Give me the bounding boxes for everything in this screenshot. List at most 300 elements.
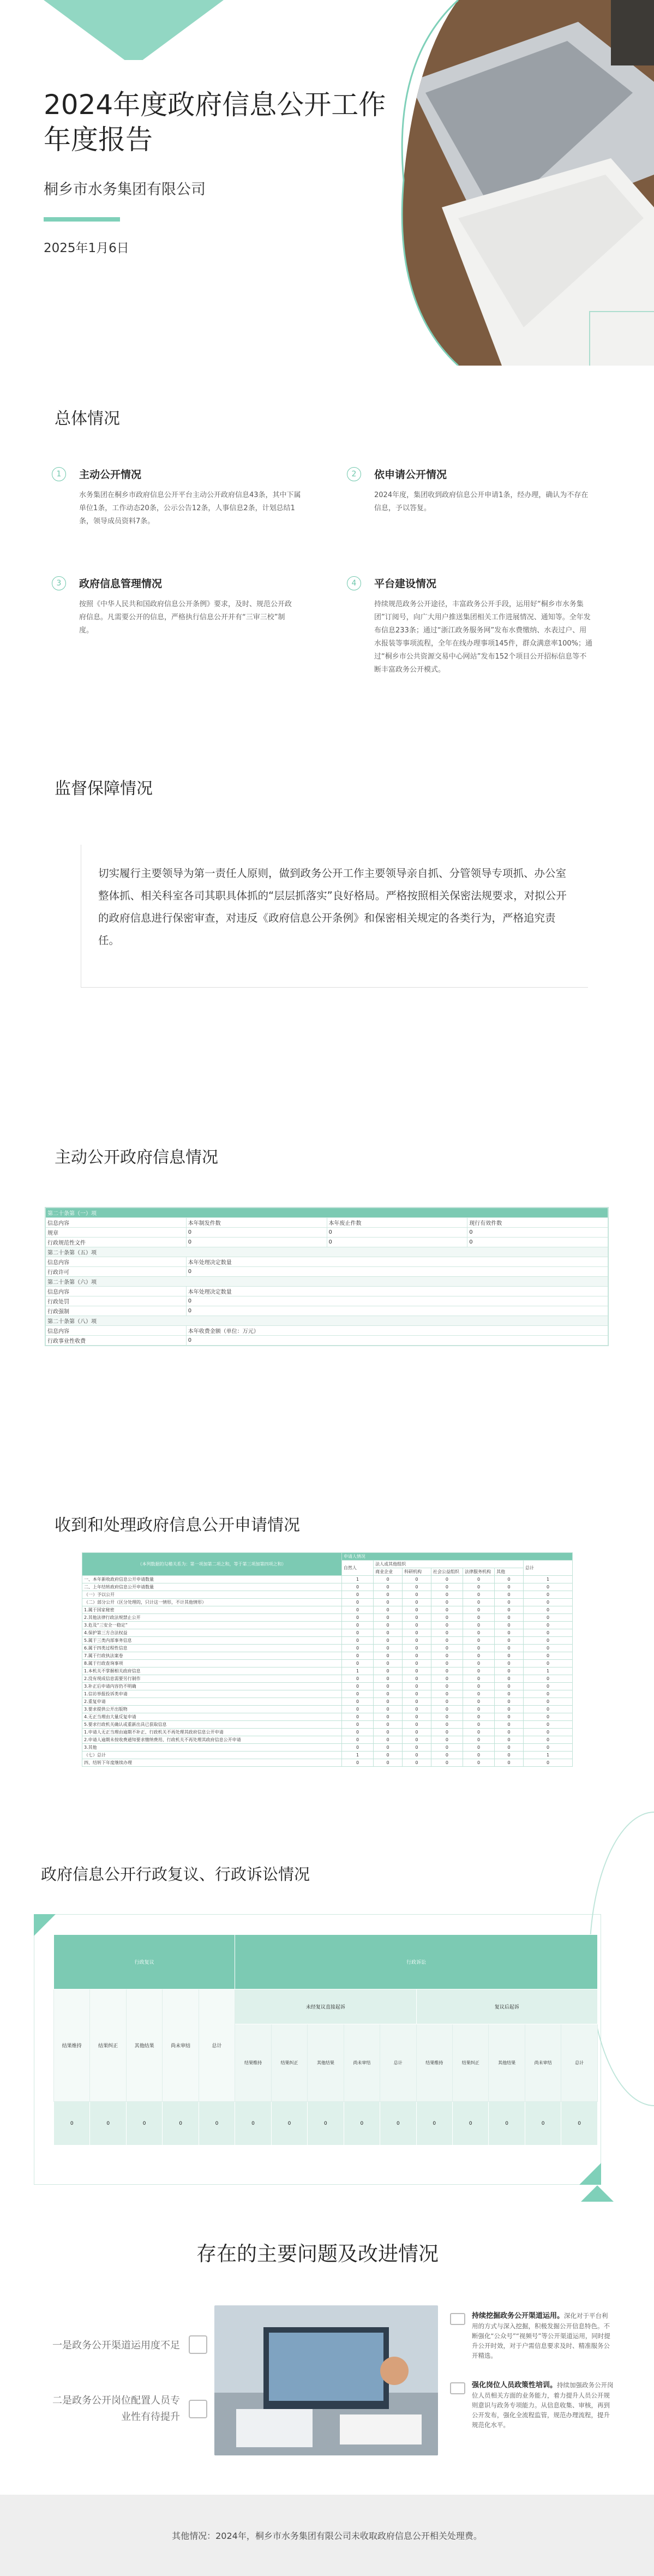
footer-text: 其他情况：2024年，桐乡市水务集团有限公司未收取政府信息公开相关处理费。 [172, 2531, 482, 2541]
table-cell: 0 [495, 1599, 524, 1606]
table-cell: 0 [374, 1752, 403, 1759]
row-label: （一）予以公开 [82, 1591, 342, 1599]
litigation-col: 尚未审结 [525, 2024, 561, 2102]
table-cell: 0 [402, 1667, 431, 1675]
table-cell: 0 [524, 1683, 573, 1690]
table-cell: 0 [402, 1675, 431, 1683]
table-cell: 0 [402, 1706, 431, 1713]
table-cell: 0 [431, 1759, 463, 1767]
table-cell: 0 [561, 2102, 598, 2145]
table-cell: 0 [186, 1228, 327, 1238]
table-row [82, 1729, 573, 1736]
litigation-head: 行政诉讼 [235, 1935, 598, 1989]
table-cell: 规章 [46, 1228, 187, 1238]
table-cell: 0 [524, 1713, 573, 1721]
requests-title: 收到和处理政府信息公开申请情况 [55, 1516, 300, 1535]
table-cell: 0 [402, 1583, 431, 1591]
table-cell: 0 [374, 1576, 403, 1583]
table-cell: 0 [199, 2102, 235, 2145]
table-cell: 0 [402, 1622, 431, 1629]
table-cell: 0 [402, 1729, 431, 1736]
table-cell: 0 [341, 1706, 373, 1713]
litigation-col: 其他结果 [308, 2024, 344, 2102]
litigation-col: 尚未审结 [344, 2024, 380, 2102]
table-cell: 0 [374, 1652, 403, 1660]
table-cell: 0 [344, 2102, 380, 2145]
table-cell: 0 [463, 1690, 494, 1698]
table-cell: 0 [524, 1690, 573, 1698]
table-cell: 0 [341, 1690, 373, 1698]
table-row [82, 1759, 573, 1767]
footer-bar [0, 2495, 654, 2576]
table-cell: 0 [463, 1591, 494, 1599]
table-cell: 0 [524, 1622, 573, 1629]
table-row [46, 1316, 608, 1326]
table-cell: 0 [463, 1599, 494, 1606]
active-table [45, 1207, 609, 1346]
row-label: 8.属于行政查询事项 [82, 1660, 342, 1667]
table-row [46, 1218, 608, 1228]
table-cell: 0 [431, 1752, 463, 1759]
table-cell: 0 [341, 1614, 373, 1622]
review-triangle [581, 2185, 614, 2202]
litigation-col: 结果维持 [416, 2024, 452, 2102]
card-title: 平台建设情况 [374, 578, 437, 590]
cover-corner-accent [589, 311, 654, 366]
table-cell: 0 [431, 1629, 463, 1637]
table-cell: 0 [495, 1759, 524, 1767]
table-cell: 0 [431, 1645, 463, 1652]
table-cell: 0 [452, 2102, 488, 2145]
table-cell: 0 [186, 1238, 327, 1247]
table-cell: 0 [431, 1583, 463, 1591]
table-cell: 0 [402, 1690, 431, 1698]
solution-title: 持续挖掘政务公开渠道运用。 [472, 2312, 565, 2320]
table-row [46, 1267, 608, 1277]
review-head: 行政复议 [54, 1935, 235, 1989]
table-cell: 0 [524, 1599, 573, 1606]
table-cell: 0 [495, 1652, 524, 1660]
row-label: 4.保护第三方合法权益 [82, 1629, 342, 1637]
table-cell: 0 [495, 1736, 524, 1744]
table-row [46, 1247, 608, 1257]
table-cell: 现行有效件数 [467, 1218, 608, 1228]
col-head: 其他 [495, 1568, 524, 1576]
table-cell: 0 [271, 2102, 307, 2145]
litigation-no-review-head: 未经复议直接起诉 [235, 1989, 416, 2024]
table-cell: 0 [163, 2102, 199, 2145]
table-section-cell: 第二十条第（一）项 [46, 1208, 608, 1218]
row-label: 3.危及“三安全一稳定” [82, 1622, 342, 1629]
table-section-cell: 第二十条第（八）项 [46, 1316, 608, 1326]
table-cell: 0 [374, 1629, 403, 1637]
table-row [82, 1706, 573, 1713]
table-row [46, 1228, 608, 1238]
table-cell: 0 [495, 1667, 524, 1675]
problems-photo [214, 2305, 438, 2455]
review-title: 政府信息公开行政复议、行政诉讼情况 [41, 1865, 310, 1884]
table-cell: 0 [495, 1744, 524, 1752]
card-text: 水务集团在桐乡市政府信息公开平台主动公开政府信息43条，其中下属单位1条，工作动态20条，公示公告12条，人事信息2条，计划总结1条，领导成员资料7条。 [79, 491, 301, 525]
table-cell: 0 [402, 1599, 431, 1606]
table-cell: 0 [374, 1667, 403, 1675]
table-cell: 0 [524, 1614, 573, 1622]
table-cell: 0 [463, 1606, 494, 1614]
table-cell: 0 [431, 1652, 463, 1660]
table-cell: 0 [524, 1759, 573, 1767]
row-label: 5.要求行政机关确认或重新出具已获取信息 [82, 1721, 342, 1729]
table-cell: 0 [235, 2102, 271, 2145]
table-cell: 0 [431, 1637, 463, 1645]
supervision-text: 切实履行主要领导为第一责任人原则，做到政务公开工作主要领导亲自抓、分管领导专项抓、办公室整体抓、相关科室各司其职具体抓的“层层抓落实”良好格局。严格按照相关保密法规要求，对拟公开的政府信息进行保密审查，对违反《政府信息公开条例》和保密相关规定的各类行为，严格追究责任。 [98, 867, 567, 947]
table-cell: 0 [341, 1713, 373, 1721]
table-cell: 0 [327, 1238, 467, 1247]
row-label: 2.其他法律行政法规禁止公开 [82, 1614, 342, 1622]
table-cell: 0 [495, 1645, 524, 1652]
row-label: 1.信访举报投诉类申请 [82, 1690, 342, 1698]
col-head: 法律服务机构 [463, 1568, 494, 1576]
table-row [82, 1721, 573, 1729]
table-cell: 0 [431, 1622, 463, 1629]
table-row [46, 1287, 608, 1296]
table-row [82, 1576, 573, 1583]
table-cell: 0 [467, 1238, 608, 1247]
requests-header-left: （本列数据的勾稽关系为：第一项加第二项之和，等于第三项加第四项之和） [82, 1553, 342, 1576]
laptop-icon [450, 2313, 465, 2325]
table-row [82, 1629, 573, 1637]
table-cell: 0 [341, 1591, 373, 1599]
problem-left-1 [33, 2335, 207, 2354]
col-head: 总计 [524, 1561, 573, 1576]
table-row [82, 1660, 573, 1667]
table-cell: 0 [402, 1637, 431, 1645]
table-cell: 0 [341, 1744, 373, 1752]
table-cell: 0 [374, 1744, 403, 1752]
report-title-line2: 年度报告 [44, 124, 153, 156]
review-col: 尚未审结 [163, 1989, 199, 2102]
table-cell: 1 [524, 1667, 573, 1675]
table-cell: 本年收费金额（单位：万元） [186, 1326, 608, 1336]
table-cell: 0 [402, 1736, 431, 1744]
table-cell: 0 [341, 1736, 373, 1744]
table-cell: 0 [431, 1690, 463, 1698]
row-label: （二）部分公开（区分处理的，只计这一情形，不计其他情形） [82, 1599, 342, 1606]
review-col: 总计 [199, 1989, 235, 2102]
overview-card-4 [347, 576, 592, 677]
table-cell: 0 [463, 1629, 494, 1637]
table-cell: 0 [524, 1645, 573, 1652]
table-cell: 0 [431, 1667, 463, 1675]
table-cell: 0 [431, 1606, 463, 1614]
row-label: 二、上年结转政府信息公开申请数量 [82, 1583, 342, 1591]
table-cell: 0 [495, 1752, 524, 1759]
row-label: 2.没有现成信息需要另行制作 [82, 1675, 342, 1683]
table-row [46, 1208, 608, 1218]
table-cell: 0 [495, 1614, 524, 1622]
table-cell: 0 [374, 1675, 403, 1683]
table-cell: 0 [524, 1736, 573, 1744]
table-cell: 0 [341, 1729, 373, 1736]
step-number: 3 [52, 576, 66, 590]
table-row [82, 1698, 573, 1706]
col-head: 自然人 [341, 1561, 373, 1576]
review-col: 结果维持 [54, 1989, 90, 2102]
table-cell: 0 [431, 1713, 463, 1721]
table-row [82, 1713, 573, 1721]
table-cell: 0 [463, 1683, 494, 1690]
table-cell: 0 [524, 1660, 573, 1667]
table-row [46, 1306, 608, 1316]
table-row [82, 1645, 573, 1652]
solution-title: 强化岗位人员政策性培训。 [472, 2381, 557, 2389]
overview-card-1 [52, 467, 303, 528]
litigation-col: 结果纠正 [271, 2024, 307, 2102]
table-cell: 0 [341, 1683, 373, 1690]
table-cell: 0 [495, 1713, 524, 1721]
problem-left-2 [33, 2393, 207, 2425]
table-cell: 0 [495, 1721, 524, 1729]
table-row [82, 1622, 573, 1629]
table-row [46, 1257, 608, 1267]
table-row [46, 1326, 608, 1336]
table-cell: 0 [524, 1606, 573, 1614]
report-date: 2025年1月6日 [44, 241, 129, 255]
row-label: 5.属于三类内部事务信息 [82, 1637, 342, 1645]
table-cell: 0 [54, 2102, 90, 2145]
table-cell: 0 [374, 1683, 403, 1690]
table-cell: 0 [495, 1629, 524, 1637]
table-cell: 0 [374, 1645, 403, 1652]
table-cell: 0 [431, 1599, 463, 1606]
table-cell: 0 [524, 1706, 573, 1713]
table-cell: 0 [341, 1637, 373, 1645]
table-cell: 0 [431, 1614, 463, 1622]
table-cell: 0 [463, 1721, 494, 1729]
table-cell: 本年制发件数 [186, 1218, 327, 1228]
table-cell: 0 [495, 1606, 524, 1614]
litigation-col: 结果纠正 [452, 2024, 488, 2102]
row-label: 2.重复申请 [82, 1698, 342, 1706]
litigation-col: 总计 [561, 2024, 598, 2102]
report-title [44, 87, 386, 157]
table-cell: 信息内容 [46, 1326, 187, 1336]
table-cell: 0 [374, 1736, 403, 1744]
table-cell: 0 [431, 1706, 463, 1713]
row-label: 1.申请人无正当理由逾期不补正、行政机关不再处理其政府信息公开申请 [82, 1729, 342, 1736]
table-cell: 0 [524, 1675, 573, 1683]
row-label: 3.要求提供公开出版物 [82, 1706, 342, 1713]
table-row [82, 1744, 573, 1752]
table-cell: 0 [524, 1591, 573, 1599]
table-cell: 0 [463, 1729, 494, 1736]
monitor-icon [450, 2382, 465, 2394]
col-head: 科研机构 [402, 1568, 431, 1576]
table-row [82, 1614, 573, 1622]
table-cell: 0 [341, 1721, 373, 1729]
table-cell: 0 [463, 1645, 494, 1652]
requests-table [82, 1552, 573, 1767]
table-cell: 0 [402, 1660, 431, 1667]
table-cell: 0 [374, 1599, 403, 1606]
table-cell: 0 [431, 1721, 463, 1729]
table-cell: 0 [463, 1660, 494, 1667]
table-cell: 0 [402, 1645, 431, 1652]
problems-title: 存在的主要问题及改进情况 [196, 2242, 439, 2266]
row-label: 1.本机关不掌握相关政府信息 [82, 1667, 342, 1675]
review-col: 其他结果 [126, 1989, 162, 2102]
table-cell: 0 [90, 2102, 126, 2145]
table-cell: 0 [495, 1683, 524, 1690]
table-cell: 0 [463, 1698, 494, 1706]
table-cell: 行政规范性文件 [46, 1238, 187, 1247]
table-cell: 0 [374, 1660, 403, 1667]
row-label: 3.其他 [82, 1744, 342, 1752]
table-cell: 0 [463, 1622, 494, 1629]
table-cell: 0 [374, 1706, 403, 1713]
table-cell: 0 [495, 1591, 524, 1599]
step-number: 1 [52, 467, 66, 481]
table-cell: 1 [341, 1576, 373, 1583]
row-label: 2.申请人逾期未按收费通知要求缴纳费用、行政机关不再处理其政府信息公开申请 [82, 1736, 342, 1744]
table-cell: 行政强制 [46, 1306, 187, 1316]
table-cell: 0 [524, 1629, 573, 1637]
row-label: 4.无正当理由大量反复申请 [82, 1713, 342, 1721]
table-cell: 信息内容 [46, 1257, 187, 1267]
table-cell: 0 [431, 1576, 463, 1583]
table-cell: 0 [402, 1652, 431, 1660]
problem-label: 一是政务公开渠道运用度不足 [52, 2340, 180, 2351]
table-cell: 0 [416, 2102, 452, 2145]
table-cell: 0 [524, 1744, 573, 1752]
table-cell: 0 [308, 2102, 344, 2145]
table-cell: 0 [463, 1713, 494, 1721]
table-cell: 0 [186, 1336, 608, 1346]
table-cell: 0 [463, 1583, 494, 1591]
table-cell: 0 [524, 1721, 573, 1729]
table-cell: 0 [374, 1583, 403, 1591]
table-cell: 0 [402, 1721, 431, 1729]
card-title: 主动公开情况 [79, 469, 142, 481]
table-cell: 0 [495, 1660, 524, 1667]
table-cell: 0 [126, 2102, 162, 2145]
table-cell: 0 [495, 1576, 524, 1583]
table-cell: 本年废止件数 [327, 1218, 467, 1228]
card-text: 2024年度，集团收到政府信息公开申请1条，经办理，确认为不存在信息，予以答复。 [374, 491, 589, 512]
table-cell: 0 [495, 1706, 524, 1713]
table-cell: 0 [327, 1228, 467, 1238]
table-cell: 0 [402, 1629, 431, 1637]
title-accent-bar [44, 217, 120, 222]
table-cell: 1 [524, 1576, 573, 1583]
table-cell: 0 [341, 1645, 373, 1652]
table-section-cell: 第二十条第（五）项 [46, 1247, 608, 1257]
table-row [82, 1675, 573, 1683]
table-cell: 0 [402, 1614, 431, 1622]
review-table [53, 1934, 598, 2145]
table-cell: 行政处罚 [46, 1296, 187, 1306]
table-cell: 0 [374, 1721, 403, 1729]
row-label: 3.补正后申请内容仍不明确 [82, 1683, 342, 1690]
overview-card-2 [347, 467, 592, 515]
table-cell: 1 [524, 1752, 573, 1759]
table-row [46, 1336, 608, 1346]
table-cell: 0 [402, 1683, 431, 1690]
table-cell: 0 [463, 1637, 494, 1645]
table-cell: 0 [402, 1752, 431, 1759]
table-cell: 1 [341, 1752, 373, 1759]
step-number: 2 [347, 467, 361, 481]
overview-title: 总体情况 [55, 409, 120, 428]
table-cell: 1 [341, 1667, 373, 1675]
table-row [82, 1690, 573, 1698]
table-cell: 0 [186, 1306, 608, 1316]
row-label: 7.属于行政执法案卷 [82, 1652, 342, 1660]
table-row [82, 1637, 573, 1645]
table-cell: 0 [463, 1736, 494, 1744]
table-cell: 0 [341, 1652, 373, 1660]
table-cell: 0 [489, 2102, 525, 2145]
table-row [82, 1736, 573, 1744]
table-row [82, 1652, 573, 1660]
table-cell: 0 [463, 1614, 494, 1622]
table-cell: 0 [341, 1759, 373, 1767]
table-section-cell: 第二十条第（六）项 [46, 1277, 608, 1287]
table-row [46, 1238, 608, 1247]
table-row [82, 1599, 573, 1606]
table-row [82, 1752, 573, 1759]
table-cell: 0 [524, 1652, 573, 1660]
solution-text: 持续加强政务公开岗位人员相关方面的业务能力，着力提升人员公开规则意识与政务专项能力。从信息收集、审核，再到公开发布，强化全流程监管，规范办理流程，提升规范化水平。 [472, 2381, 614, 2429]
table-cell: 0 [525, 2102, 561, 2145]
table-cell: 0 [374, 1614, 403, 1622]
active-title: 主动公开政府信息情况 [55, 1148, 218, 1167]
problem-label: 二是政务公开岗位配置人员专业性有待提升 [52, 2395, 180, 2423]
table-cell: 0 [431, 1675, 463, 1683]
table-cell: 0 [374, 1637, 403, 1645]
table-cell: 0 [463, 1675, 494, 1683]
row-label: 四、结转下年度继续办理 [82, 1759, 342, 1767]
organization-name: 桐乡市水务集团有限公司 [44, 181, 206, 198]
table-cell: 0 [341, 1622, 373, 1629]
table-cell: 0 [467, 1228, 608, 1238]
problem-right-1 [450, 2311, 614, 2360]
table-cell: 0 [463, 1744, 494, 1752]
table-row [82, 1583, 573, 1591]
table-cell: 0 [341, 1660, 373, 1667]
card-text: 按照《中华人民共和国政府信息公开条例》要求，及时、规范公开政府信息。凡需要公开的信息，严格执行信息公开并有“三审三校”制度。 [79, 600, 292, 635]
row-label: 6.属于四类过程性信息 [82, 1645, 342, 1652]
litigation-col: 结果维持 [235, 2024, 271, 2102]
table-cell: 信息内容 [46, 1287, 187, 1296]
table-cell: 0 [463, 1667, 494, 1675]
table-row [82, 1591, 573, 1599]
table-cell: 0 [374, 1690, 403, 1698]
row-label: （七）总计 [82, 1752, 342, 1759]
report-title-line1: 2024年度政府信息公开工作 [44, 89, 386, 121]
table-cell: 本年处理决定数量 [186, 1287, 608, 1296]
table-cell: 0 [186, 1296, 608, 1306]
litigation-col: 其他结果 [489, 2024, 525, 2102]
col-head: 社会公益组织 [431, 1568, 463, 1576]
card-title: 依申请公开情况 [374, 469, 447, 481]
table-cell: 0 [402, 1698, 431, 1706]
table-row [82, 1667, 573, 1675]
table-cell: 0 [524, 1698, 573, 1706]
table-cell: 0 [431, 1736, 463, 1744]
table-cell: 0 [495, 1698, 524, 1706]
table-row [82, 1606, 573, 1614]
table-row [82, 1683, 573, 1690]
